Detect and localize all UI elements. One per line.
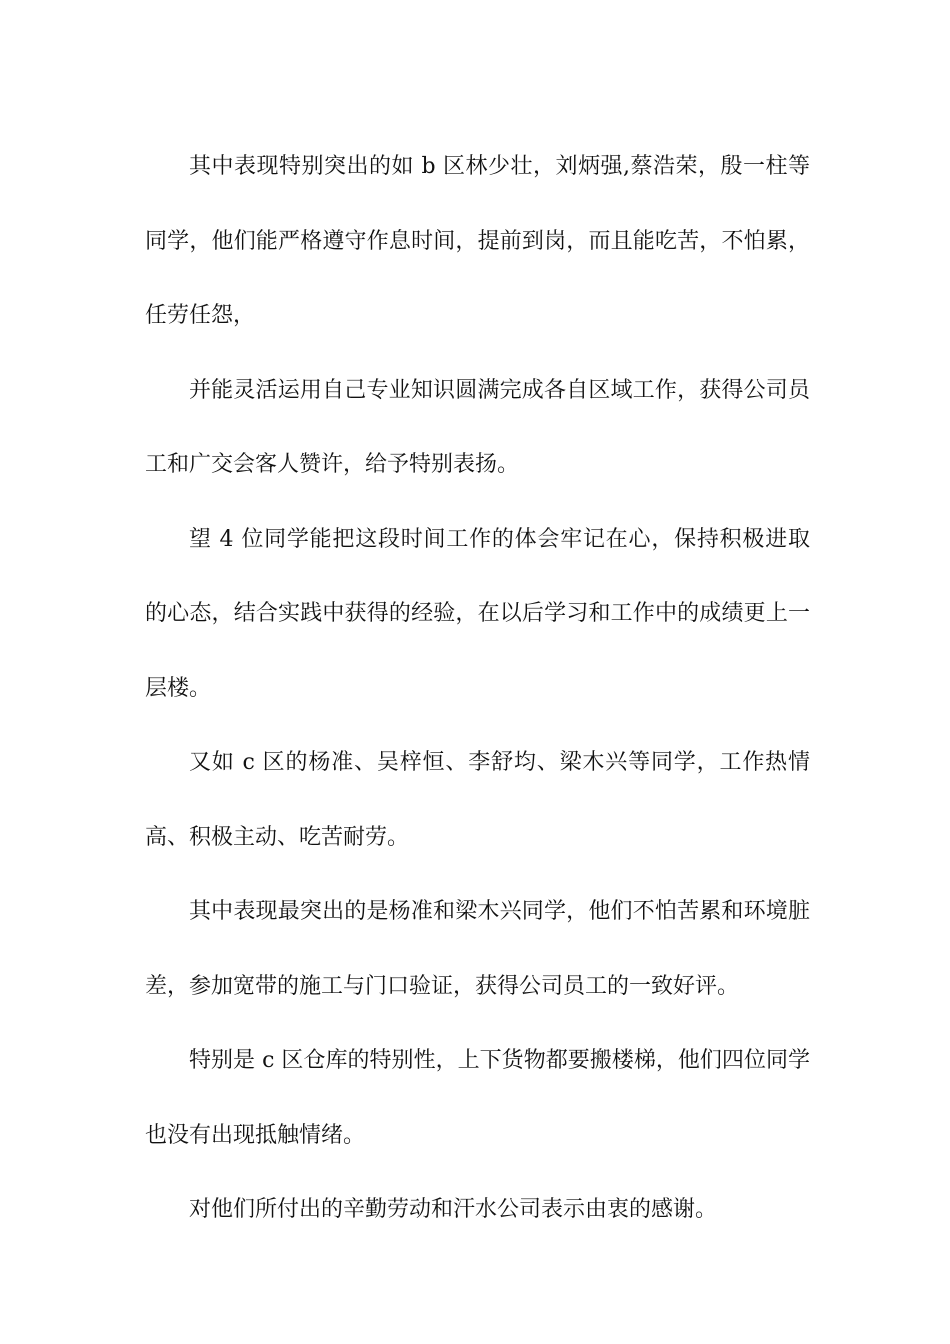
document-body bbox=[145, 130, 810, 1248]
paragraph-5: 其中表现最突出的是杨准和梁木兴同学，他们不怕苦累和环境脏差，参加宽带的施工与门口验证，获得公司员工的一致好评。 bbox=[145, 899, 810, 999]
paragraph-3: 望 4 位同学能把这段时间工作的体会牢记在心，保持积极进取的心态，结合实践中获得的经验，在以后学习和工作中的成绩更上一层楼。 bbox=[145, 526, 810, 701]
paragraph-6: 特别是 c 区仓库的特别性，上下货物都要搬楼梯，他们四位同学也没有出现抵触情绪。 bbox=[145, 1048, 810, 1148]
paragraph-2: 并能灵活运用自己专业知识圆满完成各自区域工作，获得公司员工和广交会客人赞许，给予特别表扬。 bbox=[145, 377, 810, 477]
paragraph-4: 又如 c 区的杨准、吴梓恒、李舒均、梁木兴等同学，工作热情高、积极主动、吃苦耐劳。 bbox=[145, 750, 810, 850]
paragraph-1: 其中表现特别突出的如 b 区林少壮，刘炳强,蔡浩荣，殷一柱等同学，他们能严格遵守作息时间，提前到岗，而且能吃苦，不怕累，任劳任怨， bbox=[145, 154, 810, 328]
paragraph-7: 对他们所付出的辛勤劳动和汗水公司表示由衷的感谢。 bbox=[189, 1197, 718, 1222]
